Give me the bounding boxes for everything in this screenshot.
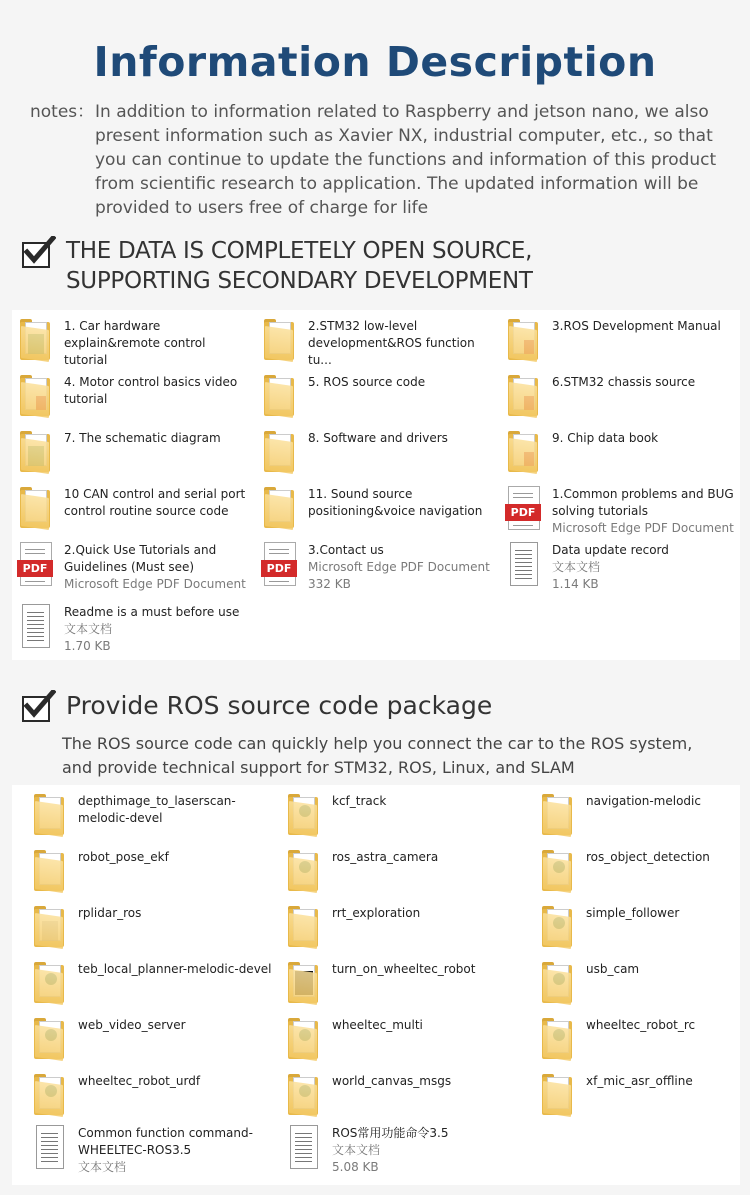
file-name: wheeltec_multi [332, 1018, 423, 1032]
file-item-text [586, 793, 750, 810]
folder-icon [32, 793, 66, 837]
file-item-text [64, 374, 249, 408]
file-item[interactable] [18, 486, 249, 530]
checkbox-icon [20, 690, 54, 722]
file-item[interactable] [32, 1073, 273, 1117]
folder-icon [18, 486, 52, 530]
pdf-file-icon: PDF [506, 486, 540, 530]
file-name: web_video_server [78, 1018, 186, 1032]
folder-icon [18, 430, 52, 474]
ros-package-panel [12, 785, 740, 1185]
section1-heading-line1: THE DATA IS COMPLETELY OPEN SOURCE, [66, 238, 533, 264]
section1-heading [20, 236, 533, 296]
file-item-text [332, 1125, 527, 1176]
folder-icon [18, 374, 52, 418]
file-item[interactable] [506, 542, 737, 593]
folder-icon [286, 1073, 320, 1117]
file-item[interactable] [18, 542, 249, 593]
file-name: kcf_track [332, 794, 387, 808]
folder-icon [262, 430, 296, 474]
folder-icon [540, 849, 574, 893]
folder-icon [286, 1017, 320, 1061]
file-item[interactable] [32, 1017, 273, 1061]
file-item-text [78, 793, 273, 827]
file-name: 11. Sound source positioning&voice navigation [308, 487, 483, 518]
file-item[interactable] [32, 1125, 273, 1176]
file-item-text [552, 318, 737, 335]
section1-heading-line2: SUPPORTING SECONDARY DEVELOPMENT [66, 268, 533, 294]
file-item[interactable] [286, 793, 527, 837]
file-item[interactable] [286, 849, 527, 893]
folder-icon [540, 1017, 574, 1061]
file-name: ros_astra_camera [332, 850, 439, 864]
file-name: 9. Chip data book [552, 431, 659, 445]
notes-label: notes： [30, 102, 95, 122]
file-item-text [308, 542, 493, 593]
page-title: Information Description [93, 38, 657, 86]
file-type: 文本文档 [64, 622, 113, 636]
file-item-text [552, 486, 737, 537]
file-item-text [586, 1017, 750, 1034]
file-item-text [308, 430, 493, 447]
file-item[interactable] [262, 542, 493, 593]
folder-icon [286, 961, 320, 1005]
file-name: 1. Car hardware explain&remote control tutorial [64, 319, 206, 367]
file-item-text [586, 905, 750, 922]
pdf-file-icon: PDF [18, 542, 52, 586]
file-type: Microsoft Edge PDF Document [64, 577, 246, 591]
file-item-text [64, 604, 249, 655]
folder-icon [506, 318, 540, 362]
file-item[interactable] [540, 1017, 750, 1061]
file-item[interactable] [18, 430, 249, 474]
file-item[interactable] [286, 905, 527, 949]
text-file-icon [32, 1125, 66, 1169]
file-type: Microsoft Edge PDF Document [552, 521, 734, 535]
pdf-file-icon: PDF [262, 542, 296, 586]
file-name: 2.STM32 low-level development&ROS function tu... [308, 319, 475, 367]
file-name: simple_follower [586, 906, 680, 920]
file-item[interactable] [32, 849, 273, 893]
file-name: 3.Contact us [308, 543, 384, 557]
file-item-text [552, 542, 737, 593]
file-name: Common function command-WHEELTEC-ROS3.5 [78, 1126, 253, 1157]
folder-icon [506, 374, 540, 418]
file-item[interactable] [540, 849, 750, 893]
file-item-text [586, 849, 750, 866]
folder-icon [286, 793, 320, 837]
file-name: 7. The schematic diagram [64, 431, 221, 445]
file-name: 2.Quick Use Tutorials and Guidelines (Must see) [64, 543, 217, 574]
file-name: 4. Motor control basics video tutorial [64, 375, 238, 406]
file-item-text [64, 486, 249, 520]
file-name: xf_mic_asr_offline [586, 1074, 693, 1088]
file-item-text [78, 849, 273, 866]
folder-icon [540, 961, 574, 1005]
file-size: 332 KB [308, 577, 351, 591]
file-item-text [64, 318, 249, 369]
folder-icon [506, 430, 540, 474]
file-name: turn_on_wheeltec_robot [332, 962, 476, 976]
notes-text: In addition to information related to Raspberry and jetson nano, we also present information such as Xavier NX, industrial computer, etc., so that you can continue to update the functions and information of this product from scientific research to application. The updated information will be provided to users free of charge for life [95, 102, 717, 218]
file-item-text [332, 905, 527, 922]
file-item[interactable] [18, 318, 249, 369]
folder-icon [32, 961, 66, 1005]
file-item-text [308, 486, 493, 520]
file-item[interactable] [286, 1125, 527, 1176]
file-item[interactable] [506, 430, 737, 474]
file-item-text [78, 1017, 273, 1034]
file-item[interactable] [540, 793, 750, 837]
file-item-text [78, 1073, 273, 1090]
folder-icon [32, 1073, 66, 1117]
file-item[interactable] [506, 374, 737, 418]
folder-icon [18, 318, 52, 362]
file-name: wheeltec_robot_rc [586, 1018, 696, 1032]
file-item[interactable] [18, 374, 249, 418]
file-item[interactable] [286, 961, 527, 1005]
file-size: 1.70 KB [64, 639, 111, 653]
text-file-icon [18, 604, 52, 648]
file-item-text [78, 905, 273, 922]
section2-subtitle: The ROS source code can quickly help you connect the car to the ROS system, and provide technical support for STM32, ROS, Linux, and SLAM [62, 734, 693, 777]
file-size: 1.14 KB [552, 577, 599, 591]
file-item-text [332, 961, 527, 978]
folder-icon [286, 849, 320, 893]
folder-icon [32, 1017, 66, 1061]
section2-heading [20, 690, 492, 722]
file-item[interactable] [32, 905, 273, 949]
file-item[interactable] [262, 318, 493, 369]
file-name: 10 CAN control and serial port control routine source code [64, 487, 246, 518]
file-item-text [332, 1073, 527, 1090]
folder-icon [540, 1073, 574, 1117]
file-name: rplidar_ros [78, 906, 142, 920]
file-item[interactable] [506, 486, 737, 537]
file-name: 5. ROS source code [308, 375, 426, 389]
file-name: 6.STM32 chassis source [552, 375, 696, 389]
file-type: Microsoft Edge PDF Document [308, 560, 490, 574]
file-name: world_canvas_msgs [332, 1074, 452, 1088]
file-item[interactable] [540, 1073, 750, 1117]
file-item[interactable] [18, 604, 249, 655]
file-list-panel [12, 310, 740, 660]
file-item[interactable] [32, 961, 273, 1005]
file-type: 文本文档 [332, 1143, 381, 1157]
file-item-text [586, 961, 750, 978]
file-item-text [78, 961, 273, 978]
folder-icon [286, 905, 320, 949]
folder-icon [32, 849, 66, 893]
file-item-text [586, 1073, 750, 1090]
file-item-text [78, 1125, 273, 1176]
file-item-text [64, 542, 249, 593]
file-item[interactable] [262, 430, 493, 474]
file-type: 文本文档 [78, 1160, 127, 1174]
file-item[interactable] [262, 486, 493, 530]
file-name: ROS常用功能命令3.5 [332, 1126, 449, 1140]
folder-icon [32, 905, 66, 949]
file-item[interactable] [32, 793, 273, 837]
file-name: ros_object_detection [586, 850, 710, 864]
file-item[interactable] [262, 374, 493, 418]
file-name: Readme is a must before use [64, 605, 240, 619]
file-name: wheeltec_robot_urdf [78, 1074, 201, 1088]
file-name: navigation-melodic [586, 794, 701, 808]
file-item[interactable] [506, 318, 737, 362]
file-name: Data update record [552, 543, 669, 557]
text-file-icon [506, 542, 540, 586]
folder-icon [262, 486, 296, 530]
folder-icon [262, 318, 296, 362]
folder-icon [262, 374, 296, 418]
file-name: rrt_exploration [332, 906, 421, 920]
file-item-text [332, 793, 527, 810]
file-name: depthimage_to_laserscan-melodic-devel [78, 794, 236, 825]
checkbox-icon [20, 236, 54, 268]
folder-icon [540, 905, 574, 949]
file-name: usb_cam [586, 962, 640, 976]
file-item[interactable] [286, 1017, 527, 1061]
file-type: 文本文档 [552, 560, 601, 574]
file-item-text [332, 1017, 527, 1034]
file-item-text [552, 374, 737, 391]
file-name: teb_local_planner-melodic-devel [78, 962, 272, 976]
file-name: robot_pose_ekf [78, 850, 169, 864]
file-name: 8. Software and drivers [308, 431, 448, 445]
file-name: 1.Common problems and BUG solving tutorials [552, 487, 734, 518]
file-item-text [308, 318, 493, 369]
section2-heading-text: Provide ROS source code package [66, 691, 493, 720]
file-item[interactable] [286, 1073, 527, 1117]
file-item[interactable] [540, 905, 750, 949]
file-item-text [332, 849, 527, 866]
folder-icon [540, 793, 574, 837]
file-item-text [64, 430, 249, 447]
file-size: 5.08 KB [332, 1160, 379, 1174]
text-file-icon [286, 1125, 320, 1169]
file-item-text [552, 430, 737, 447]
file-item-text [308, 374, 493, 391]
file-item[interactable] [540, 961, 750, 1005]
file-name: 3.ROS Development Manual [552, 319, 721, 333]
